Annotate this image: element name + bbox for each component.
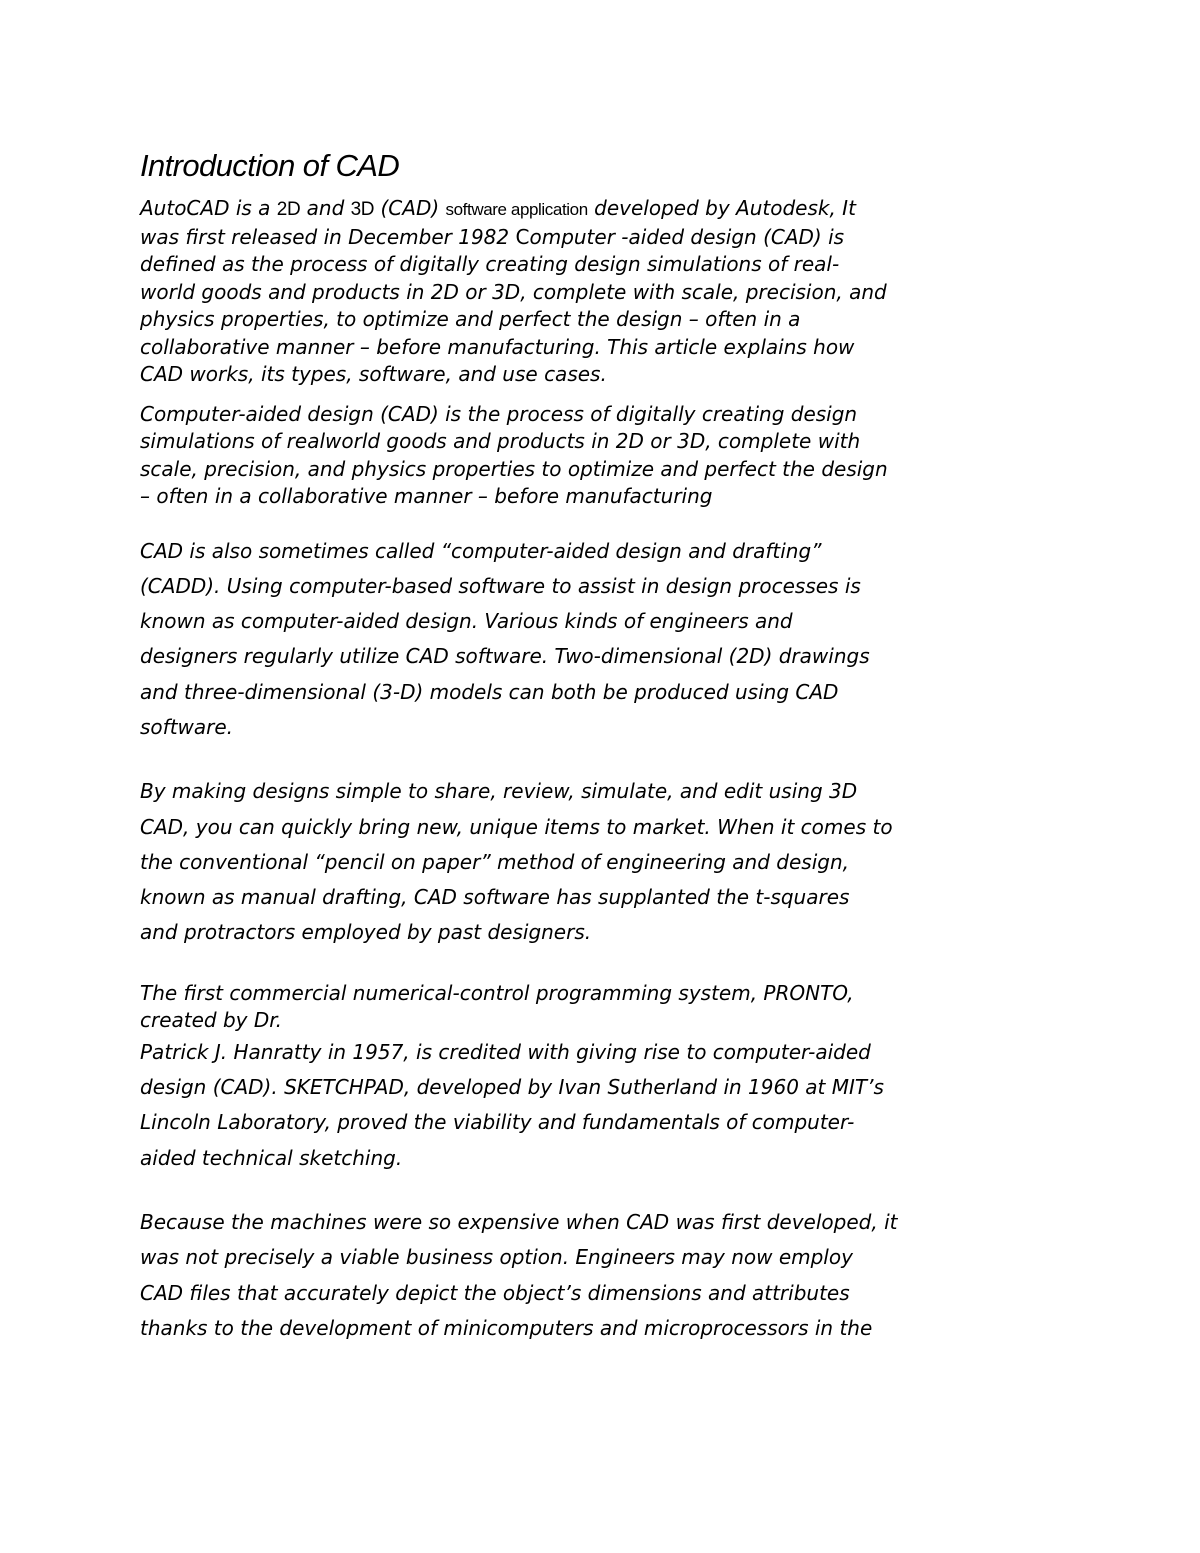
- paragraph-cad-definition: [140, 401, 1065, 511]
- paragraph-line: and three-dimensional (3-D) models can both be produced using CAD: [140, 679, 839, 704]
- paragraph-line: CAD is also sometimes called “computer-aided design and drafting”: [140, 538, 822, 563]
- paragraph-3d-cad: [140, 774, 1065, 950]
- paragraph-line: designers regularly utilize CAD software. Two-dimensional (2D) drawings: [140, 644, 870, 669]
- paragraph-line: and protractors employed by past designers.: [140, 920, 592, 945]
- paragraph-history-intro: [140, 980, 1065, 1035]
- paragraph-line: was not precisely a viable business option. Engineers may now employ: [140, 1245, 853, 1270]
- paragraph-minicomputers: [140, 1205, 1065, 1346]
- paragraph-line: CAD, you can quickly bring new, unique items to market. When it comes to: [140, 814, 893, 839]
- paragraph-line: By making designs simple to share, review, simulate, and edit using 3D: [140, 779, 858, 804]
- paragraph-line: simulations of realworld goods and products in 2D or 3D, complete with: [140, 429, 861, 453]
- paragraph-line: Computer-aided design (CAD) is the process of digitally creating design: [140, 401, 858, 426]
- paragraph-history: [140, 980, 1065, 1176]
- paragraph-line: known as computer-aided design. Various kinds of engineers and: [140, 609, 793, 634]
- paragraph-line: world goods and products in 2D or 3D, complete with scale, precision, and: [140, 279, 887, 304]
- paragraph-line: was first released in December 1982 Computer -aided design (CAD) is: [140, 224, 845, 249]
- document-title: Introduction of CAD: [140, 148, 400, 183]
- paragraph-line: created by Dr.: [140, 1008, 283, 1033]
- paragraph-line: design (CAD). SKETCHPAD, developed by Ivan Sutherland in 1960 at MIT’s: [140, 1075, 884, 1100]
- paragraph-line: (CADD). Using computer-based software to assist in design processes is: [140, 573, 861, 598]
- paragraph-line: scale, precision, and physics properties to optimize and perfect the design: [140, 456, 888, 481]
- paragraph-line: The first commercial numerical-control programming system, PRONTO,: [140, 980, 854, 1005]
- paragraph-line: thanks to the development of minicomputers and microprocessors in the: [140, 1315, 873, 1340]
- paragraph-line: AutoCAD is a 2D and 3D (CAD) software application developed by Autodesk, It: [140, 196, 856, 220]
- paragraph-line: Patrick J. Hanratty in 1957, is credited with giving rise to computer-aided: [140, 1039, 871, 1064]
- paragraph-line: CAD files that accurately depict the object’s dimensions and attributes: [140, 1280, 850, 1305]
- paragraph-autocad-intro: [140, 195, 1065, 389]
- paragraph-cadd: [140, 534, 1065, 746]
- paragraph-line: collaborative manner – before manufacturing. This article explains how: [140, 334, 855, 359]
- paragraph-line: known as manual drafting, CAD software has supplanted the t-squares: [140, 885, 850, 910]
- paragraph-line: Lincoln Laboratory, proved the viability and fundamentals of computer-: [140, 1110, 855, 1135]
- paragraph-line: CAD works, its types, software, and use cases.: [140, 362, 607, 386]
- paragraph-line: aided technical sketching.: [140, 1145, 403, 1170]
- paragraph-line: physics properties, to optimize and perfect the design – often in a: [140, 307, 801, 331]
- paragraph-line: Because the machines were so expensive when CAD was first developed, it: [140, 1209, 898, 1234]
- paragraph-history-body: [140, 1035, 1065, 1176]
- paragraph-line: defined as the process of digitally creating design simulations of real-: [140, 252, 840, 276]
- paragraph-line: software.: [140, 714, 234, 739]
- paragraph-line: the conventional “pencil on paper” method of engineering and design,: [140, 849, 849, 874]
- document-body: [140, 143, 1065, 1346]
- paragraph-line: – often in a collaborative manner – before manufacturing: [140, 484, 713, 508]
